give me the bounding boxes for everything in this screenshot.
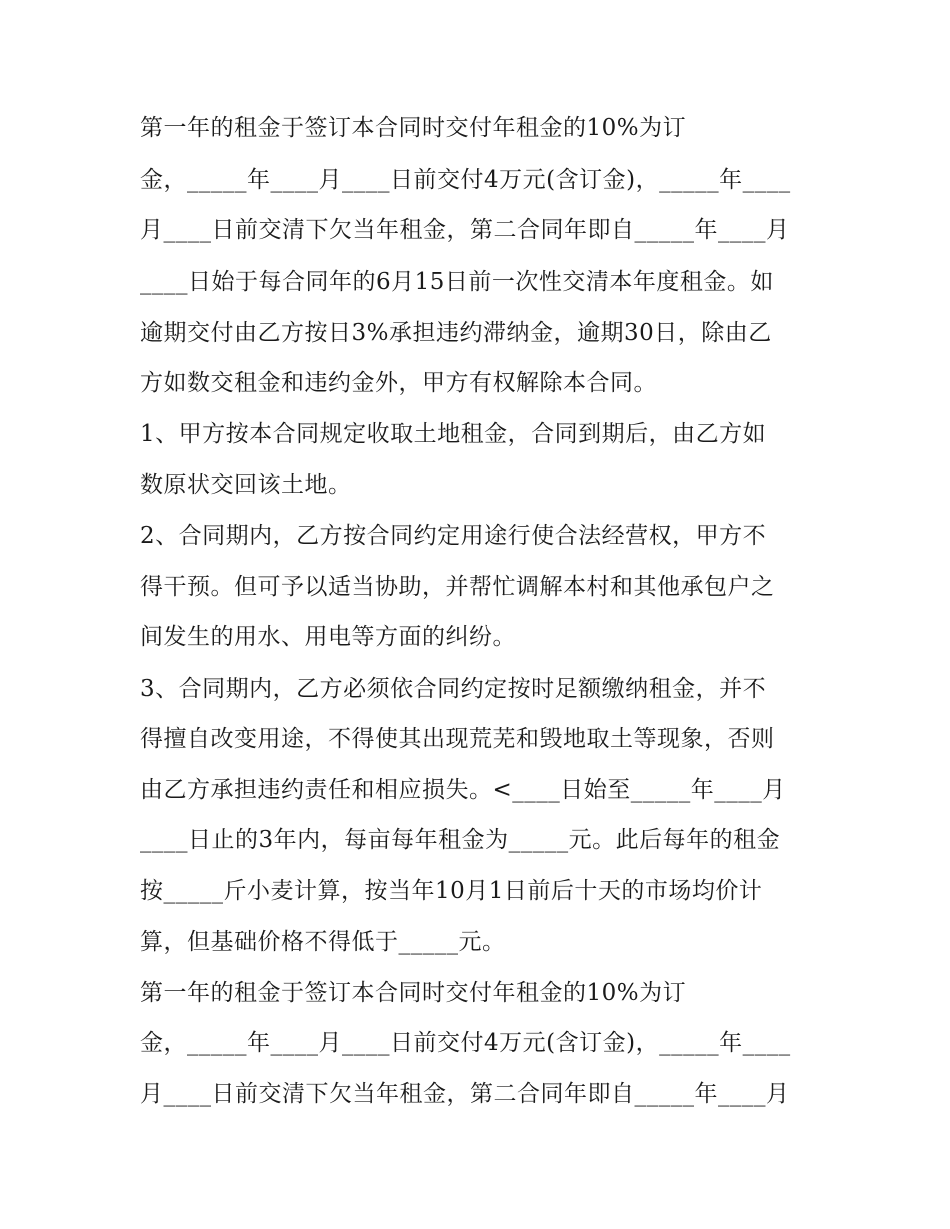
- text-line: 金，_____年____月____日前交付4万元(含订金)，_____年____: [140, 167, 791, 193]
- text-line: 得干预。但可予以适当协助，并帮忙调解本村和其他承包户之: [140, 574, 775, 600]
- text-line: 得擅自改变用途，不得使其出现荒芜和毁地取土等现象，否则: [140, 726, 775, 752]
- text-line: 数原状交回该土地。: [140, 472, 352, 498]
- text-line: 逾期交付由乙方按日3%承担违约滞纳金，逾期30日，除由乙: [140, 320, 772, 346]
- text-line: 方如数交租金和违约金外，甲方有权解除本合同。: [140, 370, 657, 396]
- text-line: 金，_____年____月____日前交付4万元(含订金)，_____年____: [140, 1030, 791, 1056]
- text-line: 第一年的租金于签订本合同时交付年租金的10%为订: [140, 115, 687, 141]
- text-line: ____日始于每合同年的6月15日前一次性交清本年度租金。如: [140, 269, 774, 295]
- text-line: 2、合同期内，乙方按合同约定用途行使合法经营权，甲方不: [140, 523, 767, 549]
- text-line: 月____日前交清下欠当年租金，第二合同年即自_____年____月: [140, 217, 790, 243]
- text-line: 间发生的用水、用电等方面的纠纷。: [140, 624, 516, 650]
- text-line: 1、甲方按本合同规定收取土地租金，合同到期后，由乙方如: [140, 421, 767, 447]
- text-line: 由乙方承担违约责任和相应损失。<____日始至_____年____月: [140, 777, 786, 803]
- text-line: 按_____斤小麦计算，按当年10月1日前后十天的市场均价计: [140, 878, 763, 904]
- text-line: 月____日前交清下欠当年租金，第二合同年即自_____年____月: [140, 1081, 790, 1107]
- text-line: 3、合同期内，乙方必须依合同约定按时足额缴纳租金，并不: [140, 676, 767, 702]
- text-line: 算，但基础价格不得低于_____元。: [140, 929, 506, 955]
- text-line: 第一年的租金于签订本合同时交付年租金的10%为订: [140, 980, 687, 1006]
- text-line: ____日止的3年内，每亩每年租金为_____元。此后每年的租金: [140, 827, 781, 853]
